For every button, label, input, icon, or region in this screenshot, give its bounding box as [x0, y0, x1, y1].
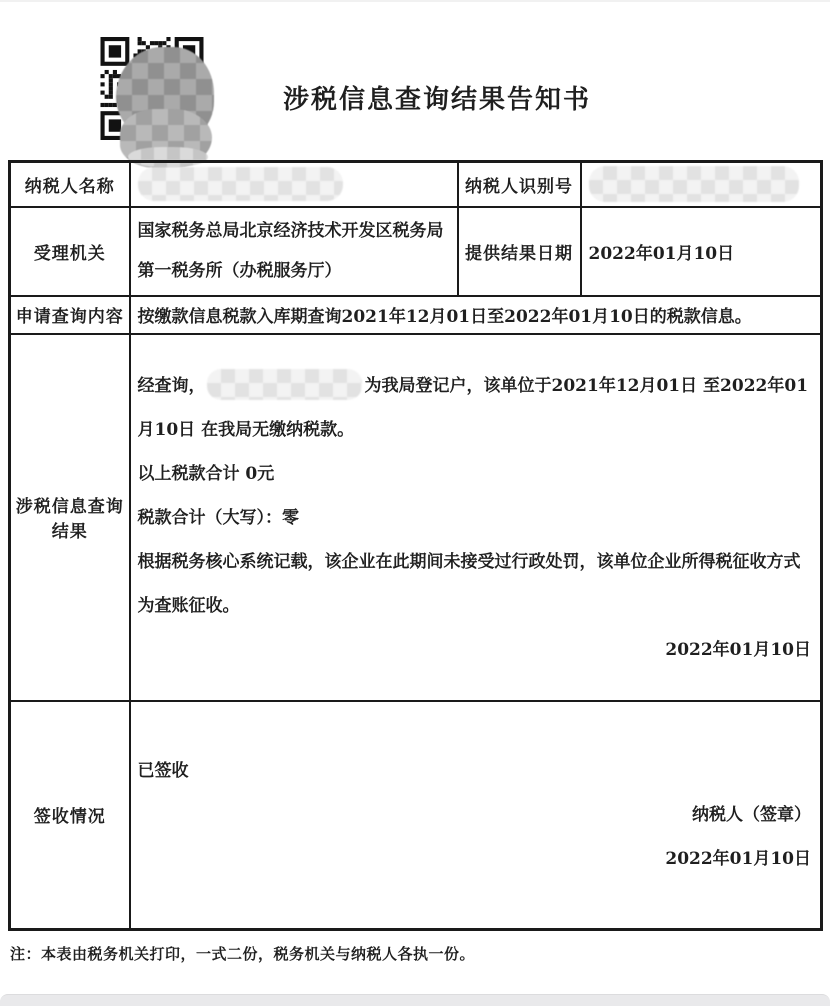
info-table — [8, 160, 823, 931]
result-date-label: 提供结果日期 — [458, 207, 581, 296]
table-row — [10, 701, 822, 930]
result-date-value: 2022年01月10日 — [581, 207, 822, 296]
sign-content-cell — [130, 701, 822, 930]
taxpayer-name-cell — [130, 162, 458, 207]
total-amount-capital: 税款合计（大写）：零 — [137, 507, 299, 528]
authority-label: 受理机关 — [10, 207, 130, 296]
qr-code — [98, 35, 212, 163]
result-date: 2022年01月10日 — [665, 639, 811, 660]
result-content-cell — [130, 334, 822, 701]
table-row — [10, 207, 822, 296]
result-paragraph-2: 根据税务核心系统记载，该企业在此期间未接受过行政处罚，该单位企业所得税征收方式为查账征收。 — [137, 551, 801, 616]
total-amount: 以上税款合计 0元 — [137, 463, 275, 484]
query-content-label: 申请查询内容 — [10, 296, 130, 334]
redacted-company-name — [207, 369, 362, 400]
result-para1-suffix: 为我局登记户，该单位于2021年12月01日 至2022年01月10日 在我局无缴纳税款。 — [137, 375, 809, 440]
authority-line1: 国家税务总局北京经济技术开发区税务局 — [137, 221, 444, 241]
sign-status: 已签收 — [137, 760, 189, 781]
result-label-line1: 涉税信息查询 — [15, 497, 124, 517]
result-paragraph-1 — [138, 364, 812, 452]
authority-cell — [130, 207, 458, 296]
redacted-taxpayer-name — [138, 167, 343, 201]
top-edge-divider — [0, 0, 830, 2]
bottom-window-edge — [0, 994, 830, 1006]
redacted-taxpayer-id — [589, 166, 799, 202]
table-row — [10, 296, 822, 334]
taxpayer-signature-label: 纳税人（签章） — [692, 804, 811, 825]
sign-section-label: 签收情况 — [10, 701, 130, 930]
sign-date: 2022年01月10日 — [665, 848, 811, 869]
table-row — [10, 162, 822, 207]
taxpayer-id-label: 纳税人识别号 — [458, 162, 581, 207]
result-label-line2: 结果 — [51, 522, 88, 542]
table-row — [10, 334, 822, 701]
result-para1-prefix: 经查询， — [137, 375, 206, 396]
authority-line2: 第一税务所（办税服务厅） — [137, 261, 342, 281]
result-section-label — [10, 334, 130, 701]
document-title: 涉税信息查询结果告知书 — [283, 85, 592, 115]
taxpayer-id-cell — [581, 162, 822, 207]
footer-note: 注：本表由税务机关打印，一式二份，税务机关与纳税人各执一份。 — [10, 945, 476, 963]
taxpayer-name-label: 纳税人名称 — [10, 162, 130, 207]
query-content-value: 按缴款信息税款入库期查询2021年12月01日至2022年01月10日的税款信息。 — [130, 296, 822, 334]
